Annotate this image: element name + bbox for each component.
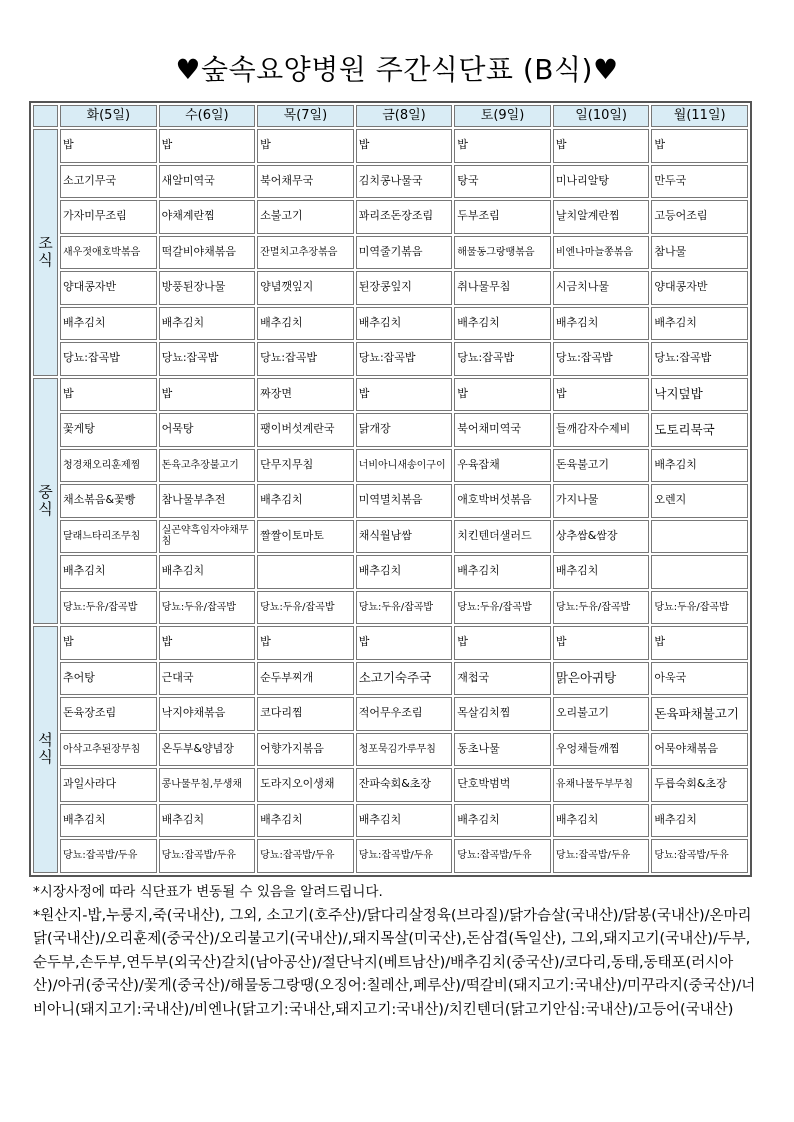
menu-item: 시금치나물 — [553, 271, 650, 305]
menu-item: 미나리알탕 — [553, 165, 650, 199]
menu-item: 근대국 — [159, 662, 256, 696]
menu-item: 맑은아귀탕 — [553, 662, 650, 696]
menu-row — [33, 768, 748, 802]
menu-item — [651, 555, 748, 589]
menu-item: 당뇨:잡곡밥 — [257, 342, 354, 376]
menu-item: 배추김치 — [454, 555, 551, 589]
menu-row — [33, 165, 748, 199]
menu-item: 온두부&양념장 — [159, 733, 256, 767]
menu-item: 참나물 — [651, 236, 748, 270]
menu-item: 아삭고추된장무침 — [60, 733, 157, 767]
menu-row — [33, 733, 748, 767]
menu-item: 어묵탕 — [159, 413, 256, 447]
menu-item: 밥 — [356, 626, 453, 660]
menu-item: 밥 — [553, 378, 650, 412]
menu-item: 북어채무국 — [257, 165, 354, 199]
menu-item: 채식월남쌈 — [356, 520, 453, 554]
menu-item: 짤짤이토마토 — [257, 520, 354, 554]
menu-item: 가자미무조림 — [60, 200, 157, 234]
menu-item: 배추김치 — [553, 307, 650, 341]
menu-item: 배추김치 — [257, 804, 354, 838]
meal-label: 조 식 — [33, 129, 58, 376]
page-title: ♥숲속요양병원 주간식단표 (B식)♥ — [175, 53, 619, 86]
menu-item: 취나물무침 — [454, 271, 551, 305]
menu-row — [33, 520, 748, 554]
menu-item: 배추김치 — [257, 307, 354, 341]
menu-item: 밥 — [60, 378, 157, 412]
corner-cell — [33, 105, 58, 127]
menu-item: 재첩국 — [454, 662, 551, 696]
menu-item: 밥 — [159, 378, 256, 412]
menu-item: 달래느타리조무침 — [60, 520, 157, 554]
weekly-menu-table — [29, 101, 752, 877]
menu-item: 밥 — [651, 626, 748, 660]
menu-item: 순두부찌개 — [257, 662, 354, 696]
menu-item: 잔멸치고추장볶음 — [257, 236, 354, 270]
menu-item: 콩나물무침,무생채 — [159, 768, 256, 802]
menu-item: 아욱국 — [651, 662, 748, 696]
menu-item: 김치콩나물국 — [356, 165, 453, 199]
menu-item: 팽이버섯계란국 — [257, 413, 354, 447]
menu-item: 당뇨:잡곡밥/두유 — [60, 839, 157, 873]
menu-item: 가지나물 — [553, 484, 650, 518]
menu-item: 당뇨:두유/잡곡밥 — [159, 591, 256, 625]
menu-item: 야채계란찜 — [159, 200, 256, 234]
day-header: 수(6일) — [159, 105, 256, 127]
menu-item: 밥 — [356, 378, 453, 412]
day-header: 토(9일) — [454, 105, 551, 127]
menu-item — [257, 555, 354, 589]
menu-item: 돈육불고기 — [553, 449, 650, 483]
menu-item: 목살김치찜 — [454, 697, 551, 731]
menu-item: 두부조림 — [454, 200, 551, 234]
menu-item: 배추김치 — [651, 307, 748, 341]
menu-item: 배추김치 — [356, 555, 453, 589]
menu-item: 밥 — [257, 626, 354, 660]
menu-item: 애호박버섯볶음 — [454, 484, 551, 518]
menu-item: 당뇨:잡곡밥/두유 — [257, 839, 354, 873]
menu-item: 배추김치 — [454, 804, 551, 838]
menu-item: 오리불고기 — [553, 697, 650, 731]
menu-item: 배추김치 — [60, 804, 157, 838]
menu-item: 고등어조림 — [651, 200, 748, 234]
menu-item: 어묵야채볶음 — [651, 733, 748, 767]
menu-item: 낙지야채볶음 — [159, 697, 256, 731]
menu-item: 당뇨:두유/잡곡밥 — [454, 591, 551, 625]
menu-row — [33, 484, 748, 518]
menu-item: 닭개장 — [356, 413, 453, 447]
menu-item: 된장콩잎지 — [356, 271, 453, 305]
menu-item: 소고기숙주국 — [356, 662, 453, 696]
menu-row — [33, 839, 748, 873]
menu-item — [651, 520, 748, 554]
menu-item: 두릅숙회&초장 — [651, 768, 748, 802]
menu-item: 적어무우조림 — [356, 697, 453, 731]
menu-item: 배추김치 — [159, 307, 256, 341]
menu-row — [33, 591, 748, 625]
meal-label: 석 식 — [33, 626, 58, 873]
menu-row — [33, 200, 748, 234]
menu-item: 어향가지볶음 — [257, 733, 354, 767]
menu-item: 밥 — [159, 129, 256, 163]
menu-item: 과일사라다 — [60, 768, 157, 802]
menu-item: 방풍된장나물 — [159, 271, 256, 305]
menu-item: 배추김치 — [60, 307, 157, 341]
menu-item: 우엉채들깨찜 — [553, 733, 650, 767]
menu-item: 당뇨:잡곡밥 — [553, 342, 650, 376]
menu-item: 배추김치 — [356, 307, 453, 341]
menu-item: 배추김치 — [651, 449, 748, 483]
menu-item: 배추김치 — [159, 555, 256, 589]
menu-item: 채소볶음&꽃빵 — [60, 484, 157, 518]
menu-item: 낙지덮밥 — [651, 378, 748, 412]
menu-item: 양념깻잎지 — [257, 271, 354, 305]
menu-row — [33, 378, 748, 412]
menu-item: 유채나물두부무침 — [553, 768, 650, 802]
menu-item: 밥 — [553, 129, 650, 163]
menu-item: 오렌지 — [651, 484, 748, 518]
menu-item: 당뇨:잡곡밥 — [651, 342, 748, 376]
menu-item: 소고기무국 — [60, 165, 157, 199]
menu-item: 잔파숙회&초장 — [356, 768, 453, 802]
menu-item: 돈육파채불고기 — [651, 697, 748, 731]
menu-item: 동초나물 — [454, 733, 551, 767]
change-notice: *시장사정에 따라 식단표가 변동될 수 있음을 알려드립니다. — [33, 884, 383, 900]
menu-item: 꽈리조돈장조림 — [356, 200, 453, 234]
menu-row — [33, 662, 748, 696]
menu-item: 양대콩자반 — [60, 271, 157, 305]
menu-item: 당뇨:두유/잡곡밥 — [356, 591, 453, 625]
menu-item: 들깨감자수제비 — [553, 413, 650, 447]
menu-row — [33, 236, 748, 270]
menu-item: 실곤약흑임자야채무침 — [159, 520, 256, 554]
menu-item: 배추김치 — [60, 555, 157, 589]
menu-row — [33, 129, 748, 163]
menu-item: 날치알계란찜 — [553, 200, 650, 234]
menu-item: 당뇨:잡곡밥/두유 — [651, 839, 748, 873]
day-header-row — [33, 105, 748, 127]
menu-row — [33, 697, 748, 731]
menu-item: 양대콩자반 — [651, 271, 748, 305]
menu-item: 꽃게탕 — [60, 413, 157, 447]
menu-item: 너비아니새송이구이 — [356, 449, 453, 483]
day-header: 금(8일) — [356, 105, 453, 127]
day-header: 목(7일) — [257, 105, 354, 127]
menu-item: 미역멸치볶음 — [356, 484, 453, 518]
menu-item: 새우젓애호박볶음 — [60, 236, 157, 270]
menu-item: 당뇨:잡곡밥 — [159, 342, 256, 376]
menu-item: 탕국 — [454, 165, 551, 199]
menu-item: 배추김치 — [454, 307, 551, 341]
menu-item: 밥 — [356, 129, 453, 163]
menu-item: 밥 — [651, 129, 748, 163]
menu-item: 새알미역국 — [159, 165, 256, 199]
menu-item: 미역줄기볶음 — [356, 236, 453, 270]
menu-row — [33, 449, 748, 483]
menu-item: 돈육장조림 — [60, 697, 157, 731]
menu-item: 청포묵김가루무침 — [356, 733, 453, 767]
menu-row — [33, 804, 748, 838]
menu-item: 도토리묵국 — [651, 413, 748, 447]
menu-item: 당뇨:잡곡밥 — [356, 342, 453, 376]
menu-item: 밥 — [60, 626, 157, 660]
menu-item: 당뇨:잡곡밥/두유 — [159, 839, 256, 873]
menu-item: 밥 — [257, 129, 354, 163]
menu-item: 단무지무침 — [257, 449, 354, 483]
menu-item: 배추김치 — [356, 804, 453, 838]
menu-item: 추어탕 — [60, 662, 157, 696]
menu-row — [33, 555, 748, 589]
meal-label: 중 식 — [33, 378, 58, 625]
menu-item: 배추김치 — [257, 484, 354, 518]
menu-item: 당뇨:두유/잡곡밥 — [651, 591, 748, 625]
menu-item: 비엔나마늘쫑볶음 — [553, 236, 650, 270]
menu-item: 밥 — [159, 626, 256, 660]
menu-item: 짜장면 — [257, 378, 354, 412]
menu-item: 단호박범벅 — [454, 768, 551, 802]
menu-item: 배추김치 — [651, 804, 748, 838]
menu-item: 배추김치 — [553, 555, 650, 589]
menu-item: 당뇨:두유/잡곡밥 — [257, 591, 354, 625]
menu-item: 당뇨:잡곡밥/두유 — [454, 839, 551, 873]
menu-item: 당뇨:잡곡밥 — [60, 342, 157, 376]
day-header: 화(5일) — [60, 105, 157, 127]
menu-item: 당뇨:잡곡밥/두유 — [553, 839, 650, 873]
menu-row — [33, 413, 748, 447]
menu-item: 만두국 — [651, 165, 748, 199]
menu-item: 소불고기 — [257, 200, 354, 234]
menu-item: 돈육고추장불고기 — [159, 449, 256, 483]
menu-item: 밥 — [60, 129, 157, 163]
menu-row — [33, 307, 748, 341]
menu-item: 도라지오이생채 — [257, 768, 354, 802]
menu-item: 당뇨:잡곡밥/두유 — [356, 839, 453, 873]
menu-item: 해물동그랑땡볶음 — [454, 236, 551, 270]
menu-item: 당뇨:두유/잡곡밥 — [553, 591, 650, 625]
day-header: 일(10일) — [553, 105, 650, 127]
menu-item: 배추김치 — [553, 804, 650, 838]
menu-item: 우육잡채 — [454, 449, 551, 483]
menu-item: 밥 — [553, 626, 650, 660]
menu-item: 밥 — [454, 129, 551, 163]
menu-row — [33, 271, 748, 305]
day-header: 월(11일) — [651, 105, 748, 127]
menu-item: 치킨텐더샐러드 — [454, 520, 551, 554]
origin-notice: *원산지-밥,누룽지,죽(국내산), 그외, 소고기(호주산)/닭다리살정육(브라질)/닭가슴살(국내산)/닭봉(국내산)/온마리닭(국내산)/오리훈제(중국산)/오리불고기(국내산)/,돼지목살(미국산),돈삼겹(독일산), 그외,돼지고기(국내산)/두부,순두부,손두부,연두부(외국산)갈치(남아공산)/절단낙지(베트남산)/배추김치(중국산)/코다리,동태,동태포(러시아산)/아귀(중국산)/꽃게(중국산)/해물동그랑땡(오징어:칠레산,페루산)/떡갈비(돼지고기:국내산)/미꾸라지(중국산)/너비아니(돼지고기:국내산)/비엔나(닭고기:국내산,돼지고기:국내산)/치킨텐더(닭고기안심:국내산)/고등어(국내산) — [33, 908, 756, 1018]
menu-row — [33, 342, 748, 376]
menu-item: 밥 — [454, 378, 551, 412]
menu-item: 청경채오리훈제찜 — [60, 449, 157, 483]
menu-item: 상추쌈&쌈장 — [553, 520, 650, 554]
menu-item: 당뇨:두유/잡곡밥 — [60, 591, 157, 625]
menu-item: 밥 — [454, 626, 551, 660]
menu-item: 떡갈비야채볶음 — [159, 236, 256, 270]
menu-item: 코다리찜 — [257, 697, 354, 731]
menu-item: 당뇨:잡곡밥 — [454, 342, 551, 376]
menu-item: 참나물부추전 — [159, 484, 256, 518]
menu-item: 배추김치 — [159, 804, 256, 838]
menu-item: 북어채미역국 — [454, 413, 551, 447]
menu-row — [33, 626, 748, 660]
